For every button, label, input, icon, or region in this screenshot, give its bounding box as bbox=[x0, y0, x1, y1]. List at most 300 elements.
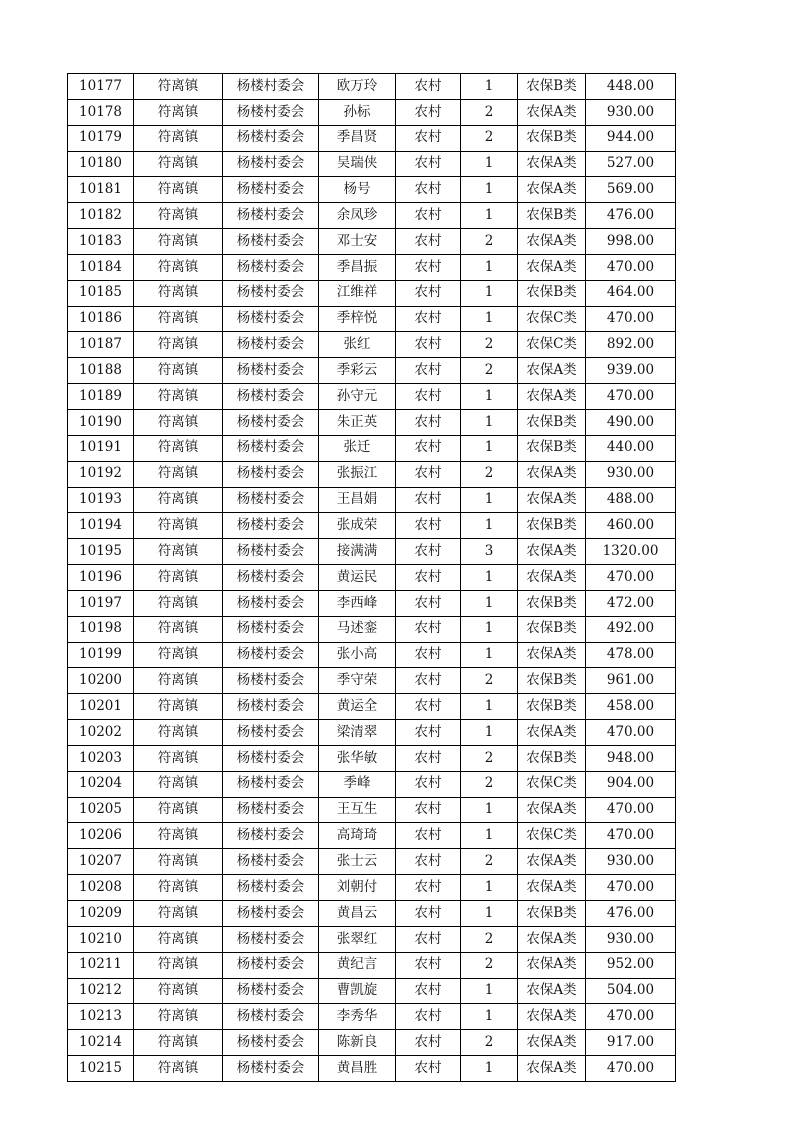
cell-residence-type: 农村 bbox=[396, 409, 461, 435]
cell-amount: 930.00 bbox=[586, 926, 676, 952]
cell-village-committee: 杨楼村委会 bbox=[223, 797, 319, 823]
cell-person-count: 2 bbox=[461, 926, 518, 952]
cell-serial-number: 10204 bbox=[68, 771, 134, 797]
cell-person-count: 1 bbox=[461, 177, 518, 203]
table-row bbox=[68, 926, 676, 952]
cell-town: 符离镇 bbox=[134, 1004, 223, 1030]
cell-amount: 490.00 bbox=[586, 409, 676, 435]
cell-serial-number: 10181 bbox=[68, 177, 134, 203]
cell-amount: 930.00 bbox=[586, 99, 676, 125]
cell-insurance-category: 农保C类 bbox=[518, 771, 586, 797]
table-row bbox=[68, 254, 676, 280]
cell-town: 符离镇 bbox=[134, 280, 223, 306]
cell-person-name: 李秀华 bbox=[319, 1004, 396, 1030]
cell-person-name: 张翠红 bbox=[319, 926, 396, 952]
cell-insurance-category: 农保A类 bbox=[518, 177, 586, 203]
cell-insurance-category: 农保B类 bbox=[518, 668, 586, 694]
cell-village-committee: 杨楼村委会 bbox=[223, 151, 319, 177]
cell-insurance-category: 农保A类 bbox=[518, 797, 586, 823]
cell-residence-type: 农村 bbox=[396, 901, 461, 927]
cell-town: 符离镇 bbox=[134, 99, 223, 125]
cell-insurance-category: 农保B类 bbox=[518, 74, 586, 100]
cell-person-count: 1 bbox=[461, 1056, 518, 1082]
cell-village-committee: 杨楼村委会 bbox=[223, 125, 319, 151]
table-row bbox=[68, 797, 676, 823]
cell-amount: 460.00 bbox=[586, 513, 676, 539]
cell-amount: 472.00 bbox=[586, 590, 676, 616]
cell-serial-number: 10182 bbox=[68, 203, 134, 229]
cell-person-name: 曹凯旋 bbox=[319, 978, 396, 1004]
cell-village-committee: 杨楼村委会 bbox=[223, 875, 319, 901]
cell-person-count: 1 bbox=[461, 74, 518, 100]
table-row bbox=[68, 513, 676, 539]
cell-village-committee: 杨楼村委会 bbox=[223, 461, 319, 487]
cell-person-count: 1 bbox=[461, 978, 518, 1004]
cell-serial-number: 10177 bbox=[68, 74, 134, 100]
cell-residence-type: 农村 bbox=[396, 849, 461, 875]
cell-town: 符离镇 bbox=[134, 358, 223, 384]
cell-residence-type: 农村 bbox=[396, 952, 461, 978]
cell-town: 符离镇 bbox=[134, 487, 223, 513]
cell-person-count: 1 bbox=[461, 901, 518, 927]
cell-village-committee: 杨楼村委会 bbox=[223, 99, 319, 125]
table-row bbox=[68, 1056, 676, 1082]
cell-village-committee: 杨楼村委会 bbox=[223, 978, 319, 1004]
table-row bbox=[68, 358, 676, 384]
cell-serial-number: 10215 bbox=[68, 1056, 134, 1082]
cell-residence-type: 农村 bbox=[396, 590, 461, 616]
table-row bbox=[68, 151, 676, 177]
cell-residence-type: 农村 bbox=[396, 384, 461, 410]
cell-residence-type: 农村 bbox=[396, 720, 461, 746]
cell-village-committee: 杨楼村委会 bbox=[223, 254, 319, 280]
table-row bbox=[68, 823, 676, 849]
cell-village-committee: 杨楼村委会 bbox=[223, 280, 319, 306]
cell-town: 符离镇 bbox=[134, 875, 223, 901]
cell-town: 符离镇 bbox=[134, 151, 223, 177]
table-row bbox=[68, 668, 676, 694]
cell-person-name: 季守荣 bbox=[319, 668, 396, 694]
cell-amount: 930.00 bbox=[586, 461, 676, 487]
cell-insurance-category: 农保A类 bbox=[518, 952, 586, 978]
cell-amount: 470.00 bbox=[586, 720, 676, 746]
table-row bbox=[68, 978, 676, 1004]
cell-town: 符离镇 bbox=[134, 74, 223, 100]
table-row bbox=[68, 616, 676, 642]
table-row bbox=[68, 177, 676, 203]
cell-serial-number: 10186 bbox=[68, 306, 134, 332]
cell-residence-type: 农村 bbox=[396, 1056, 461, 1082]
cell-village-committee: 杨楼村委会 bbox=[223, 74, 319, 100]
cell-person-name: 杨号 bbox=[319, 177, 396, 203]
table-row bbox=[68, 849, 676, 875]
cell-residence-type: 农村 bbox=[396, 797, 461, 823]
cell-person-count: 2 bbox=[461, 332, 518, 358]
cell-village-committee: 杨楼村委会 bbox=[223, 926, 319, 952]
cell-village-committee: 杨楼村委会 bbox=[223, 1004, 319, 1030]
cell-serial-number: 10201 bbox=[68, 694, 134, 720]
cell-amount: 904.00 bbox=[586, 771, 676, 797]
cell-residence-type: 农村 bbox=[396, 978, 461, 1004]
cell-insurance-category: 农保A类 bbox=[518, 1056, 586, 1082]
cell-residence-type: 农村 bbox=[396, 823, 461, 849]
cell-person-name: 孙标 bbox=[319, 99, 396, 125]
cell-person-name: 黄昌云 bbox=[319, 901, 396, 927]
cell-residence-type: 农村 bbox=[396, 254, 461, 280]
cell-town: 符离镇 bbox=[134, 978, 223, 1004]
cell-person-count: 1 bbox=[461, 384, 518, 410]
cell-insurance-category: 农保A类 bbox=[518, 978, 586, 1004]
cell-village-committee: 杨楼村委会 bbox=[223, 177, 319, 203]
cell-insurance-category: 农保B类 bbox=[518, 901, 586, 927]
cell-person-count: 1 bbox=[461, 254, 518, 280]
table-row bbox=[68, 565, 676, 591]
cell-town: 符离镇 bbox=[134, 125, 223, 151]
cell-village-committee: 杨楼村委会 bbox=[223, 487, 319, 513]
cell-insurance-category: 农保B类 bbox=[518, 616, 586, 642]
cell-town: 符离镇 bbox=[134, 720, 223, 746]
cell-person-count: 1 bbox=[461, 435, 518, 461]
cell-person-count: 1 bbox=[461, 306, 518, 332]
cell-village-committee: 杨楼村委会 bbox=[223, 642, 319, 668]
cell-insurance-category: 农保A类 bbox=[518, 151, 586, 177]
cell-amount: 448.00 bbox=[586, 74, 676, 100]
cell-person-count: 1 bbox=[461, 409, 518, 435]
cell-insurance-category: 农保B类 bbox=[518, 745, 586, 771]
cell-insurance-category: 农保A类 bbox=[518, 926, 586, 952]
cell-residence-type: 农村 bbox=[396, 177, 461, 203]
cell-serial-number: 10210 bbox=[68, 926, 134, 952]
cell-insurance-category: 农保A类 bbox=[518, 720, 586, 746]
cell-serial-number: 10202 bbox=[68, 720, 134, 746]
cell-town: 符离镇 bbox=[134, 461, 223, 487]
table-row bbox=[68, 99, 676, 125]
cell-residence-type: 农村 bbox=[396, 332, 461, 358]
cell-village-committee: 杨楼村委会 bbox=[223, 720, 319, 746]
table-row bbox=[68, 384, 676, 410]
cell-town: 符离镇 bbox=[134, 565, 223, 591]
cell-amount: 478.00 bbox=[586, 642, 676, 668]
cell-person-count: 2 bbox=[461, 745, 518, 771]
cell-serial-number: 10195 bbox=[68, 539, 134, 565]
cell-person-name: 王互生 bbox=[319, 797, 396, 823]
cell-person-name: 邓士安 bbox=[319, 229, 396, 255]
cell-residence-type: 农村 bbox=[396, 926, 461, 952]
cell-insurance-category: 农保B类 bbox=[518, 435, 586, 461]
cell-person-name: 季彩云 bbox=[319, 358, 396, 384]
cell-insurance-category: 农保C类 bbox=[518, 332, 586, 358]
cell-insurance-category: 农保A类 bbox=[518, 99, 586, 125]
table-row bbox=[68, 539, 676, 565]
cell-town: 符离镇 bbox=[134, 849, 223, 875]
cell-residence-type: 农村 bbox=[396, 74, 461, 100]
cell-serial-number: 10208 bbox=[68, 875, 134, 901]
cell-serial-number: 10197 bbox=[68, 590, 134, 616]
cell-person-name: 张振江 bbox=[319, 461, 396, 487]
cell-serial-number: 10188 bbox=[68, 358, 134, 384]
cell-village-committee: 杨楼村委会 bbox=[223, 358, 319, 384]
cell-village-committee: 杨楼村委会 bbox=[223, 435, 319, 461]
cell-person-count: 1 bbox=[461, 642, 518, 668]
cell-insurance-category: 农保A类 bbox=[518, 565, 586, 591]
cell-insurance-category: 农保A类 bbox=[518, 1030, 586, 1056]
table-body bbox=[68, 74, 676, 1082]
cell-person-count: 2 bbox=[461, 668, 518, 694]
cell-person-name: 张士云 bbox=[319, 849, 396, 875]
cell-serial-number: 10206 bbox=[68, 823, 134, 849]
cell-insurance-category: 农保B类 bbox=[518, 513, 586, 539]
cell-amount: 476.00 bbox=[586, 203, 676, 229]
cell-insurance-category: 农保A类 bbox=[518, 229, 586, 255]
cell-person-name: 马述銮 bbox=[319, 616, 396, 642]
cell-person-name: 刘朝付 bbox=[319, 875, 396, 901]
cell-amount: 440.00 bbox=[586, 435, 676, 461]
cell-town: 符离镇 bbox=[134, 823, 223, 849]
cell-insurance-category: 农保B类 bbox=[518, 409, 586, 435]
cell-amount: 470.00 bbox=[586, 306, 676, 332]
cell-serial-number: 10179 bbox=[68, 125, 134, 151]
cell-person-name: 张迁 bbox=[319, 435, 396, 461]
cell-insurance-category: 农保B类 bbox=[518, 203, 586, 229]
cell-insurance-category: 农保B类 bbox=[518, 590, 586, 616]
cell-insurance-category: 农保B类 bbox=[518, 125, 586, 151]
cell-serial-number: 10200 bbox=[68, 668, 134, 694]
cell-village-committee: 杨楼村委会 bbox=[223, 1030, 319, 1056]
cell-village-committee: 杨楼村委会 bbox=[223, 668, 319, 694]
cell-residence-type: 农村 bbox=[396, 151, 461, 177]
cell-residence-type: 农村 bbox=[396, 461, 461, 487]
cell-town: 符离镇 bbox=[134, 745, 223, 771]
cell-person-count: 2 bbox=[461, 125, 518, 151]
cell-amount: 944.00 bbox=[586, 125, 676, 151]
cell-serial-number: 10185 bbox=[68, 280, 134, 306]
cell-village-committee: 杨楼村委会 bbox=[223, 384, 319, 410]
cell-person-count: 2 bbox=[461, 952, 518, 978]
cell-person-count: 1 bbox=[461, 280, 518, 306]
cell-serial-number: 10189 bbox=[68, 384, 134, 410]
table-row bbox=[68, 332, 676, 358]
cell-insurance-category: 农保B类 bbox=[518, 280, 586, 306]
cell-serial-number: 10196 bbox=[68, 565, 134, 591]
cell-person-name: 季峰 bbox=[319, 771, 396, 797]
cell-residence-type: 农村 bbox=[396, 771, 461, 797]
cell-village-committee: 杨楼村委会 bbox=[223, 590, 319, 616]
cell-serial-number: 10193 bbox=[68, 487, 134, 513]
cell-village-committee: 杨楼村委会 bbox=[223, 901, 319, 927]
cell-person-count: 2 bbox=[461, 99, 518, 125]
cell-serial-number: 10203 bbox=[68, 745, 134, 771]
cell-residence-type: 农村 bbox=[396, 642, 461, 668]
cell-person-name: 接满满 bbox=[319, 539, 396, 565]
cell-person-count: 1 bbox=[461, 616, 518, 642]
cell-village-committee: 杨楼村委会 bbox=[223, 409, 319, 435]
cell-person-name: 张华敏 bbox=[319, 745, 396, 771]
cell-person-name: 黄昌胜 bbox=[319, 1056, 396, 1082]
cell-person-name: 朱正英 bbox=[319, 409, 396, 435]
table-row bbox=[68, 435, 676, 461]
cell-residence-type: 农村 bbox=[396, 306, 461, 332]
cell-amount: 504.00 bbox=[586, 978, 676, 1004]
cell-amount: 917.00 bbox=[586, 1030, 676, 1056]
cell-person-count: 2 bbox=[461, 229, 518, 255]
cell-serial-number: 10194 bbox=[68, 513, 134, 539]
cell-amount: 470.00 bbox=[586, 1056, 676, 1082]
cell-person-name: 陈新良 bbox=[319, 1030, 396, 1056]
cell-person-name: 余凤珍 bbox=[319, 203, 396, 229]
cell-person-name: 张成荣 bbox=[319, 513, 396, 539]
cell-amount: 464.00 bbox=[586, 280, 676, 306]
cell-town: 符离镇 bbox=[134, 229, 223, 255]
cell-person-count: 1 bbox=[461, 203, 518, 229]
table-row bbox=[68, 306, 676, 332]
cell-serial-number: 10199 bbox=[68, 642, 134, 668]
cell-village-committee: 杨楼村委会 bbox=[223, 952, 319, 978]
cell-residence-type: 农村 bbox=[396, 875, 461, 901]
table-row bbox=[68, 875, 676, 901]
cell-person-count: 2 bbox=[461, 358, 518, 384]
cell-amount: 952.00 bbox=[586, 952, 676, 978]
cell-residence-type: 农村 bbox=[396, 280, 461, 306]
cell-village-committee: 杨楼村委会 bbox=[223, 306, 319, 332]
cell-person-name: 李西峰 bbox=[319, 590, 396, 616]
cell-person-count: 2 bbox=[461, 771, 518, 797]
cell-serial-number: 10184 bbox=[68, 254, 134, 280]
table-row bbox=[68, 487, 676, 513]
cell-amount: 476.00 bbox=[586, 901, 676, 927]
cell-village-committee: 杨楼村委会 bbox=[223, 539, 319, 565]
cell-serial-number: 10214 bbox=[68, 1030, 134, 1056]
cell-village-committee: 杨楼村委会 bbox=[223, 771, 319, 797]
cell-town: 符离镇 bbox=[134, 771, 223, 797]
cell-town: 符离镇 bbox=[134, 1030, 223, 1056]
cell-amount: 961.00 bbox=[586, 668, 676, 694]
cell-residence-type: 农村 bbox=[396, 229, 461, 255]
cell-town: 符离镇 bbox=[134, 254, 223, 280]
cell-person-name: 欧万玲 bbox=[319, 74, 396, 100]
cell-person-name: 季昌振 bbox=[319, 254, 396, 280]
cell-residence-type: 农村 bbox=[396, 668, 461, 694]
cell-insurance-category: 农保A类 bbox=[518, 849, 586, 875]
table-row bbox=[68, 1030, 676, 1056]
cell-insurance-category: 农保A类 bbox=[518, 254, 586, 280]
cell-amount: 470.00 bbox=[586, 1004, 676, 1030]
cell-amount: 569.00 bbox=[586, 177, 676, 203]
cell-serial-number: 10205 bbox=[68, 797, 134, 823]
cell-village-committee: 杨楼村委会 bbox=[223, 849, 319, 875]
cell-insurance-category: 农保C类 bbox=[518, 823, 586, 849]
cell-person-name: 黄运民 bbox=[319, 565, 396, 591]
cell-village-committee: 杨楼村委会 bbox=[223, 616, 319, 642]
cell-person-count: 1 bbox=[461, 565, 518, 591]
cell-person-name: 孙守元 bbox=[319, 384, 396, 410]
cell-person-count: 1 bbox=[461, 875, 518, 901]
cell-town: 符离镇 bbox=[134, 616, 223, 642]
cell-person-count: 1 bbox=[461, 487, 518, 513]
table-row bbox=[68, 461, 676, 487]
cell-person-count: 3 bbox=[461, 539, 518, 565]
cell-residence-type: 农村 bbox=[396, 203, 461, 229]
cell-person-name: 张红 bbox=[319, 332, 396, 358]
table-row bbox=[68, 229, 676, 255]
cell-amount: 458.00 bbox=[586, 694, 676, 720]
cell-serial-number: 10190 bbox=[68, 409, 134, 435]
cell-person-name: 高琦琦 bbox=[319, 823, 396, 849]
cell-amount: 492.00 bbox=[586, 616, 676, 642]
cell-person-count: 1 bbox=[461, 720, 518, 746]
table-row bbox=[68, 1004, 676, 1030]
cell-village-committee: 杨楼村委会 bbox=[223, 745, 319, 771]
cell-residence-type: 农村 bbox=[396, 99, 461, 125]
cell-residence-type: 农村 bbox=[396, 616, 461, 642]
cell-residence-type: 农村 bbox=[396, 539, 461, 565]
cell-person-name: 吴瑞侠 bbox=[319, 151, 396, 177]
payment-roster-table bbox=[67, 73, 676, 1082]
cell-person-count: 2 bbox=[461, 461, 518, 487]
cell-person-name: 张小高 bbox=[319, 642, 396, 668]
table-row bbox=[68, 952, 676, 978]
cell-amount: 948.00 bbox=[586, 745, 676, 771]
cell-serial-number: 10178 bbox=[68, 99, 134, 125]
table-row bbox=[68, 280, 676, 306]
cell-serial-number: 10213 bbox=[68, 1004, 134, 1030]
cell-serial-number: 10212 bbox=[68, 978, 134, 1004]
cell-insurance-category: 农保A类 bbox=[518, 539, 586, 565]
cell-town: 符离镇 bbox=[134, 332, 223, 358]
table-row bbox=[68, 694, 676, 720]
cell-insurance-category: 农保A类 bbox=[518, 384, 586, 410]
table-row bbox=[68, 203, 676, 229]
cell-person-name: 季梓悦 bbox=[319, 306, 396, 332]
cell-village-committee: 杨楼村委会 bbox=[223, 513, 319, 539]
cell-residence-type: 农村 bbox=[396, 358, 461, 384]
table-row bbox=[68, 642, 676, 668]
cell-amount: 470.00 bbox=[586, 875, 676, 901]
cell-amount: 470.00 bbox=[586, 823, 676, 849]
table-row bbox=[68, 74, 676, 100]
table-row bbox=[68, 771, 676, 797]
cell-residence-type: 农村 bbox=[396, 694, 461, 720]
cell-person-count: 1 bbox=[461, 797, 518, 823]
cell-person-name: 季昌贤 bbox=[319, 125, 396, 151]
cell-town: 符离镇 bbox=[134, 513, 223, 539]
cell-residence-type: 农村 bbox=[396, 565, 461, 591]
cell-village-committee: 杨楼村委会 bbox=[223, 1056, 319, 1082]
cell-residence-type: 农村 bbox=[396, 745, 461, 771]
cell-serial-number: 10187 bbox=[68, 332, 134, 358]
cell-town: 符离镇 bbox=[134, 1056, 223, 1082]
cell-amount: 998.00 bbox=[586, 229, 676, 255]
cell-town: 符离镇 bbox=[134, 952, 223, 978]
cell-amount: 892.00 bbox=[586, 332, 676, 358]
cell-insurance-category: 农保A类 bbox=[518, 358, 586, 384]
cell-person-count: 1 bbox=[461, 513, 518, 539]
cell-serial-number: 10192 bbox=[68, 461, 134, 487]
cell-town: 符离镇 bbox=[134, 177, 223, 203]
cell-town: 符离镇 bbox=[134, 926, 223, 952]
cell-person-count: 1 bbox=[461, 151, 518, 177]
table-row bbox=[68, 745, 676, 771]
cell-residence-type: 农村 bbox=[396, 1030, 461, 1056]
cell-person-count: 2 bbox=[461, 1030, 518, 1056]
cell-serial-number: 10207 bbox=[68, 849, 134, 875]
cell-amount: 488.00 bbox=[586, 487, 676, 513]
cell-person-name: 黄纪言 bbox=[319, 952, 396, 978]
cell-insurance-category: 农保A类 bbox=[518, 487, 586, 513]
cell-person-count: 2 bbox=[461, 849, 518, 875]
cell-town: 符离镇 bbox=[134, 409, 223, 435]
cell-amount: 470.00 bbox=[586, 384, 676, 410]
cell-person-name: 王昌娟 bbox=[319, 487, 396, 513]
